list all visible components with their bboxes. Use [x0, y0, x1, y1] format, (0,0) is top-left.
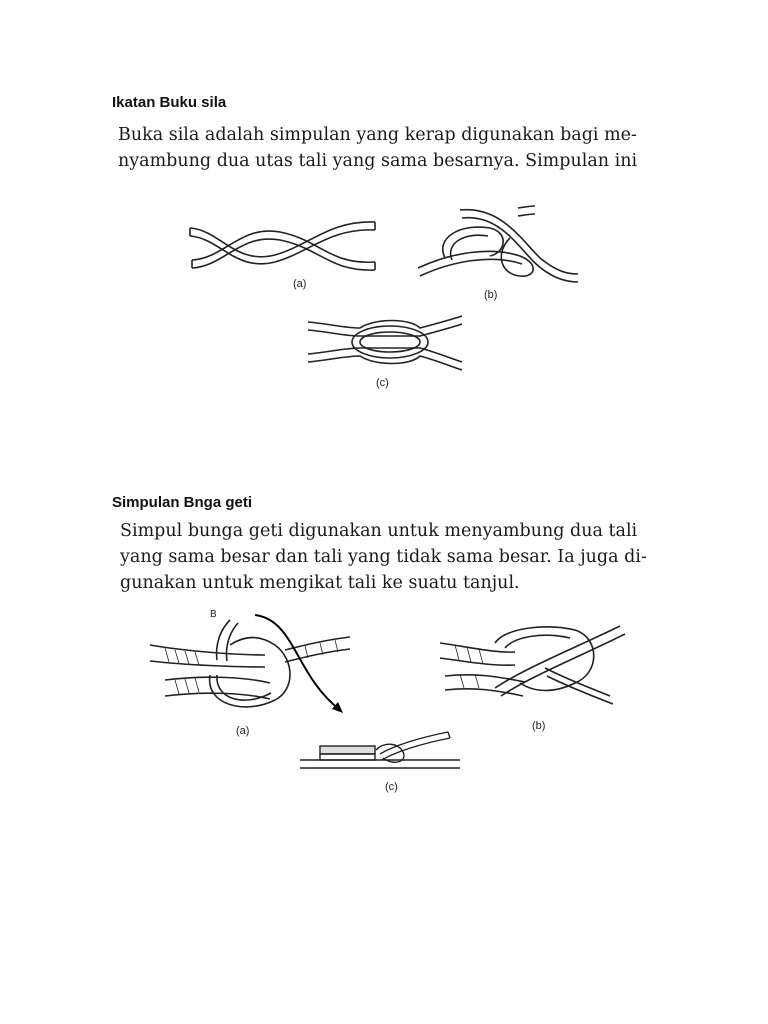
- reef-knot-figure-a: [180, 210, 390, 280]
- figure-caption-b: (b): [484, 289, 498, 301]
- sheet-bend-figure-b: [435, 618, 635, 708]
- rope-label-b: B: [210, 609, 217, 620]
- reef-knot-figure-b: [410, 198, 585, 288]
- figure-caption-c: (c): [385, 781, 398, 793]
- paragraph-line: gunakan untuk mengikat tali ke suatu tanjul.: [120, 573, 520, 593]
- figure-caption-a: (a): [236, 725, 250, 737]
- section-title-sheet-bend: Simpulan Bnga geti: [112, 494, 253, 511]
- paragraph-line: Buka sila adalah simpulan yang kerap digunakan bagi me-: [118, 125, 637, 145]
- figure-caption-b: (b): [532, 720, 546, 732]
- reef-knot-figure-c: [300, 310, 470, 375]
- section-title-reef-knot: Ikatan Buku sila: [112, 94, 227, 111]
- section-2-paragraph: [120, 518, 647, 596]
- figure-caption-c: (c): [376, 377, 389, 389]
- paragraph-line: Simpul bunga geti digunakan untuk menyambung dua tali: [120, 521, 638, 541]
- sheet-bend-figure-c: [298, 726, 463, 771]
- section-1-paragraph: [118, 122, 637, 174]
- figure-caption-a: (a): [293, 278, 307, 290]
- paragraph-line: nyambung dua utas tali yang sama besarnya. Simpulan ini: [118, 151, 638, 171]
- paragraph-line: yang sama besar dan tali yang tidak sama besar. Ia juga di-: [120, 547, 647, 567]
- sheet-bend-figure-a: [145, 605, 360, 725]
